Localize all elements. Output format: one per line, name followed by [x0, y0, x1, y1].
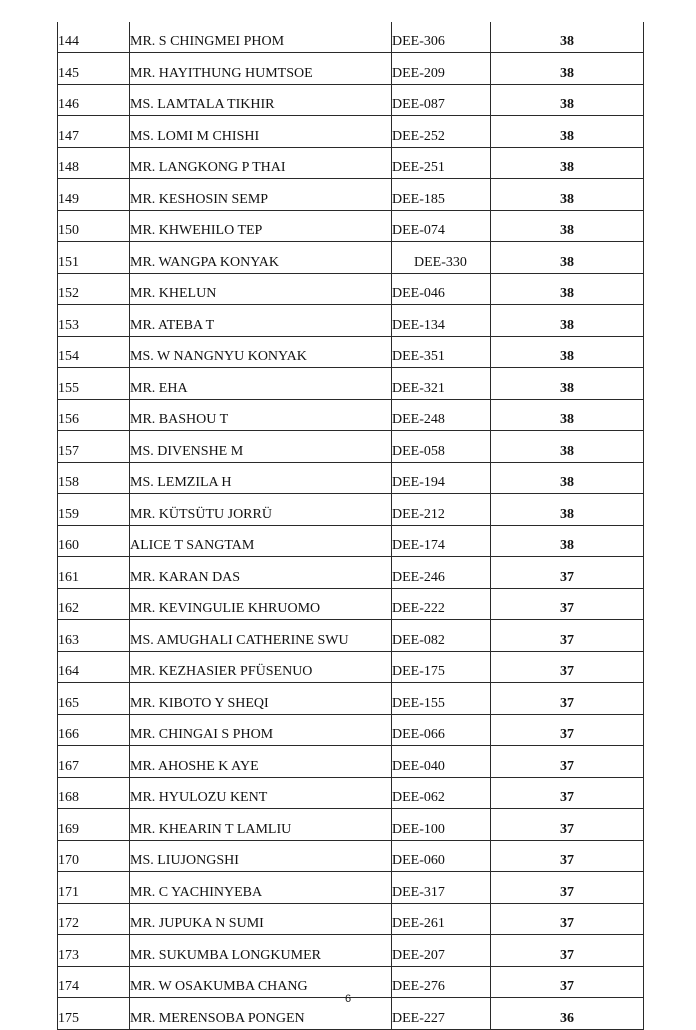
candidate-name-cell: MR. HAYITHUNG HUMTSOE	[130, 53, 392, 85]
table-row	[58, 683, 644, 715]
candidate-name-cell: MR. KHEARIN T LAMLIU	[130, 809, 392, 841]
marks-cell: 38	[491, 179, 644, 211]
serial-number-cell: 170	[58, 840, 130, 872]
candidate-name-cell: MR. KHELUN	[130, 273, 392, 305]
marks-cell: 37	[491, 588, 644, 620]
candidate-name-cell: MR. BASHOU T	[130, 399, 392, 431]
table-row	[58, 903, 644, 935]
roll-code-cell: DEE-040	[392, 746, 491, 778]
marks-cell: 38	[491, 22, 644, 53]
roll-code-cell: DEE-060	[392, 840, 491, 872]
marks-cell: 38	[491, 462, 644, 494]
serial-number-cell: 151	[58, 242, 130, 274]
roll-code-cell: DEE-222	[392, 588, 491, 620]
roll-code-cell: DEE-207	[392, 935, 491, 967]
candidate-name-cell: MR. KÜTSÜTU JORRÜ	[130, 494, 392, 526]
serial-number-cell: 148	[58, 147, 130, 179]
page-number: 6	[344, 993, 352, 1005]
marks-cell: 37	[491, 683, 644, 715]
roll-code-cell: DEE-330	[392, 242, 491, 274]
serial-number-cell: 163	[58, 620, 130, 652]
candidate-name-cell: MR. C YACHINYEBA	[130, 872, 392, 904]
candidate-name-cell: MR. KESHOSIN SEMP	[130, 179, 392, 211]
candidate-name-cell: MR. KARAN DAS	[130, 557, 392, 589]
candidate-name-cell: MS. W NANGNYU KONYAK	[130, 336, 392, 368]
table-row	[58, 557, 644, 589]
serial-number-cell: 166	[58, 714, 130, 746]
roll-code-cell: DEE-155	[392, 683, 491, 715]
serial-number-cell: 144	[58, 22, 130, 53]
candidate-name-cell: MR. KEZHASIER PFÜSENUO	[130, 651, 392, 683]
marks-cell: 37	[491, 840, 644, 872]
table-row	[58, 809, 644, 841]
serial-number-cell: 171	[58, 872, 130, 904]
roll-code-cell: DEE-276	[392, 966, 491, 998]
marks-cell: 38	[491, 525, 644, 557]
roll-code-cell: DEE-306	[392, 22, 491, 53]
serial-number-cell: 157	[58, 431, 130, 463]
marks-cell: 38	[491, 273, 644, 305]
marks-cell: 37	[491, 809, 644, 841]
candidate-name-cell: MR. S CHINGMEI PHOM	[130, 22, 392, 53]
marks-cell: 38	[491, 84, 644, 116]
roll-code-cell: DEE-251	[392, 147, 491, 179]
serial-number-cell: 173	[58, 935, 130, 967]
roll-code-cell: DEE-174	[392, 525, 491, 557]
table-row	[58, 872, 644, 904]
serial-number-cell: 155	[58, 368, 130, 400]
marks-cell: 38	[491, 210, 644, 242]
marks-cell: 37	[491, 714, 644, 746]
table-row	[58, 147, 644, 179]
marks-cell: 37	[491, 777, 644, 809]
marks-cell: 38	[491, 53, 644, 85]
serial-number-cell: 161	[58, 557, 130, 589]
table-row	[58, 588, 644, 620]
marks-cell: 36	[491, 998, 644, 1030]
table-row	[58, 273, 644, 305]
marks-cell: 37	[491, 966, 644, 998]
serial-number-cell: 158	[58, 462, 130, 494]
candidate-name-cell: MR. ATEBA T	[130, 305, 392, 337]
candidate-name-cell: MR. MERENSOBA PONGEN	[130, 998, 392, 1030]
marks-cell: 37	[491, 651, 644, 683]
roll-code-cell: DEE-134	[392, 305, 491, 337]
roll-code-cell: DEE-212	[392, 494, 491, 526]
serial-number-cell: 160	[58, 525, 130, 557]
marks-cell: 37	[491, 620, 644, 652]
roll-code-cell: DEE-185	[392, 179, 491, 211]
serial-number-cell: 145	[58, 53, 130, 85]
roll-code-cell: DEE-175	[392, 651, 491, 683]
serial-number-cell: 164	[58, 651, 130, 683]
marks-cell: 37	[491, 935, 644, 967]
table-row	[58, 714, 644, 746]
candidate-name-cell: MR. WANGPA KONYAK	[130, 242, 392, 274]
candidate-name-cell: MR. SUKUMBA LONGKUMER	[130, 935, 392, 967]
candidate-name-cell: MR. LANGKONG P THAI	[130, 147, 392, 179]
marks-cell: 38	[491, 305, 644, 337]
table-row	[58, 651, 644, 683]
table-row	[58, 935, 644, 967]
roll-code-cell: DEE-074	[392, 210, 491, 242]
roll-code-cell: DEE-066	[392, 714, 491, 746]
marks-cell: 37	[491, 557, 644, 589]
table-row	[58, 777, 644, 809]
roll-code-cell: DEE-082	[392, 620, 491, 652]
results-table	[57, 22, 644, 1030]
candidate-name-cell: MR. KEVINGULIE KHRUOMO	[130, 588, 392, 620]
table-row	[58, 525, 644, 557]
roll-code-cell: DEE-227	[392, 998, 491, 1030]
marks-cell: 37	[491, 872, 644, 904]
candidate-name-cell: MR. W OSAKUMBA CHANG	[130, 966, 392, 998]
serial-number-cell: 156	[58, 399, 130, 431]
roll-code-cell: DEE-246	[392, 557, 491, 589]
candidate-name-cell: MS. AMUGHALI CATHERINE SWU	[130, 620, 392, 652]
candidate-name-cell: MR. KIBOTO Y SHEQI	[130, 683, 392, 715]
table-row	[58, 305, 644, 337]
roll-code-cell: DEE-351	[392, 336, 491, 368]
candidate-name-cell: MS. LAMTALA TIKHIR	[130, 84, 392, 116]
roll-code-cell: DEE-100	[392, 809, 491, 841]
marks-cell: 38	[491, 242, 644, 274]
table-row	[58, 746, 644, 778]
table-row	[58, 462, 644, 494]
serial-number-cell: 149	[58, 179, 130, 211]
roll-code-cell: DEE-261	[392, 903, 491, 935]
serial-number-cell: 168	[58, 777, 130, 809]
candidate-name-cell: MS. LIUJONGSHI	[130, 840, 392, 872]
roll-code-cell: DEE-062	[392, 777, 491, 809]
roll-code-cell: DEE-317	[392, 872, 491, 904]
serial-number-cell: 150	[58, 210, 130, 242]
table-row	[58, 53, 644, 85]
marks-cell: 37	[491, 903, 644, 935]
serial-number-cell: 169	[58, 809, 130, 841]
serial-number-cell: 172	[58, 903, 130, 935]
candidate-name-cell: MS. DIVENSHE M	[130, 431, 392, 463]
serial-number-cell: 152	[58, 273, 130, 305]
roll-code-cell: DEE-321	[392, 368, 491, 400]
roll-code-cell: DEE-087	[392, 84, 491, 116]
table-row	[58, 368, 644, 400]
serial-number-cell: 165	[58, 683, 130, 715]
table-row	[58, 242, 644, 274]
serial-number-cell: 174	[58, 966, 130, 998]
candidate-name-cell: MR. EHA	[130, 368, 392, 400]
roll-code-cell: DEE-194	[392, 462, 491, 494]
table-row	[58, 22, 644, 53]
serial-number-cell: 147	[58, 116, 130, 148]
roll-code-cell: DEE-209	[392, 53, 491, 85]
candidate-name-cell: MR. HYULOZU KENT	[130, 777, 392, 809]
table-row	[58, 210, 644, 242]
candidate-name-cell: MR. KHWEHILO TEP	[130, 210, 392, 242]
serial-number-cell: 159	[58, 494, 130, 526]
candidate-name-cell: MS. LOMI M CHISHI	[130, 116, 392, 148]
marks-cell: 38	[491, 494, 644, 526]
candidate-name-cell: ALICE T SANGTAM	[130, 525, 392, 557]
marks-cell: 38	[491, 399, 644, 431]
table-row	[58, 336, 644, 368]
roll-code-cell: DEE-058	[392, 431, 491, 463]
marks-cell: 38	[491, 368, 644, 400]
candidate-name-cell: MS. LEMZILA H	[130, 462, 392, 494]
serial-number-cell: 153	[58, 305, 130, 337]
serial-number-cell: 162	[58, 588, 130, 620]
roll-code-cell: DEE-046	[392, 273, 491, 305]
serial-number-cell: 146	[58, 84, 130, 116]
serial-number-cell: 167	[58, 746, 130, 778]
marks-cell: 38	[491, 116, 644, 148]
serial-number-cell: 175	[58, 998, 130, 1030]
table-row	[58, 431, 644, 463]
candidate-name-cell: MR. JUPUKA N SUMI	[130, 903, 392, 935]
roll-code-cell: DEE-248	[392, 399, 491, 431]
table-row	[58, 179, 644, 211]
table-row	[58, 84, 644, 116]
marks-cell: 38	[491, 147, 644, 179]
candidate-name-cell: MR. CHINGAI S PHOM	[130, 714, 392, 746]
marks-cell: 38	[491, 431, 644, 463]
marks-cell: 37	[491, 746, 644, 778]
table-row	[58, 840, 644, 872]
marks-cell: 38	[491, 336, 644, 368]
candidate-name-cell: MR. AHOSHE K AYE	[130, 746, 392, 778]
serial-number-cell: 154	[58, 336, 130, 368]
table-row	[58, 494, 644, 526]
table-row	[58, 620, 644, 652]
table-row	[58, 399, 644, 431]
table-row	[58, 116, 644, 148]
roll-code-cell: DEE-252	[392, 116, 491, 148]
